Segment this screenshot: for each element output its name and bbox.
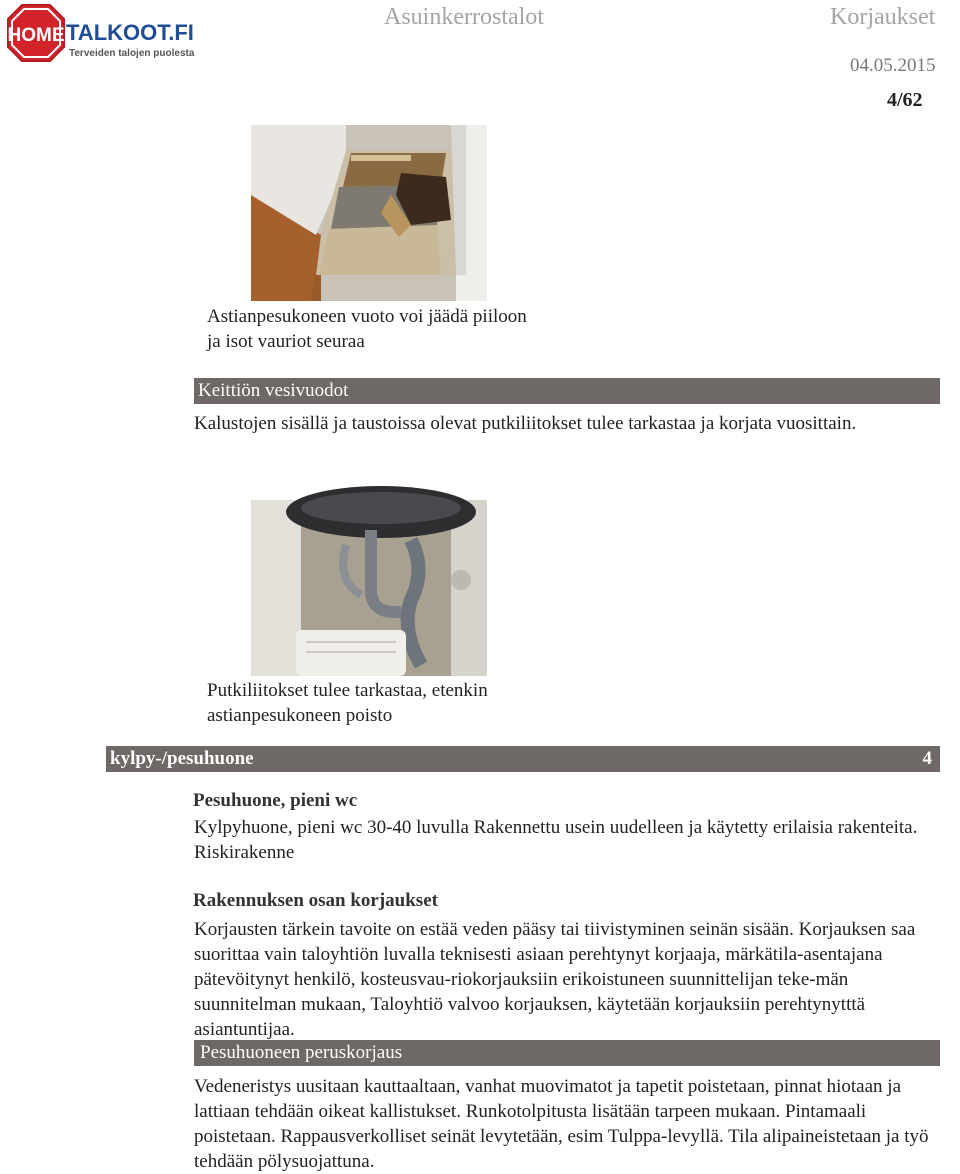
header-section: Korjaukset (830, 4, 936, 30)
photo2-caption: Putkiliitokset tulee tarkastaa, etenkin astianpesukoneen poisto (207, 680, 488, 726)
section-bar-peruskorjaus: Pesuhuoneen peruskorjaus (194, 1040, 940, 1066)
section-bar-keittion-vesivuodot: Keittiön vesivuodot (194, 378, 940, 404)
header-date: 04.05.2015 (850, 55, 936, 76)
section-bar-kylpy-pesuhuone (106, 746, 940, 772)
heading-pesuhuone: Pesuhuone, pieni wc (193, 790, 358, 811)
logo-home-text: HOME (7, 25, 65, 46)
kylpy-number: 4 (922, 748, 932, 769)
kylpy-title: kylpy-/pesuhuone (110, 748, 254, 769)
header-category: Asuinkerrostalot (384, 4, 544, 30)
photo1-caption: Astianpesukoneen vuoto voi jäädä piiloon ja isot vauriot seuraa (207, 306, 527, 352)
heading-rakennuksen-osan-korjaukset: Rakennuksen osan korjaukset (193, 890, 438, 911)
rakennus-text: Korjausten tärkein tavoite on estää veden pääsy tai tiivistyminen seinän sisään. Korjauksen saa suorittaa vain taloyhtiön luvalla teknisesti asiaan perehtynyt korjaaja, märkätila-asentajana pätevöitynyt henkilö, kosteusvau-riokorjauksiin erikoistuneen suunnittelijan teke-män suunnitelman mukaan, Taloyhtiö valvoo korjauksen, käytetään korjauksiin perehtynytttä asiantuntijaa. (194, 919, 916, 1040)
hometalkoot-logo[interactable] (6, 3, 195, 63)
peruskorjaus-text: Vedeneristys uusitaan kauttaaltaan, vanhat muovimatot ja tapetit poistetaan, pinnat hiotaan ja lattiaan tehdään oikeat kallistukset. Runkotolpitusta lisätään tarpeen mukaan. Pintamaali poistetaan. Rappausverkolliset seinät levytetään, esim Tulppa-levyllä. Tila alipaineistetaan ja työ tehdään pölysuojattuna. (194, 1076, 929, 1172)
photo-sink-pipes (251, 500, 487, 676)
pesuhuone-text: Kylpyhuone, pieni wc 30-40 luvulla Rakennettu usein uudelleen ja käytetty erilaisia rakenteita. Riskirakenne (194, 817, 918, 863)
logo-tagline: Terveiden talojen puolesta (69, 48, 195, 59)
logo-talkoot-text: TALKOOT.FI (66, 20, 194, 45)
keittio-text: Kalustojen sisällä ja taustoissa olevat putkiliitokset tulee tarkastaa ja korjata vuosittain. (194, 413, 857, 434)
photo-dishwasher-leak (251, 125, 487, 301)
page-number: 4/62 (887, 89, 923, 111)
